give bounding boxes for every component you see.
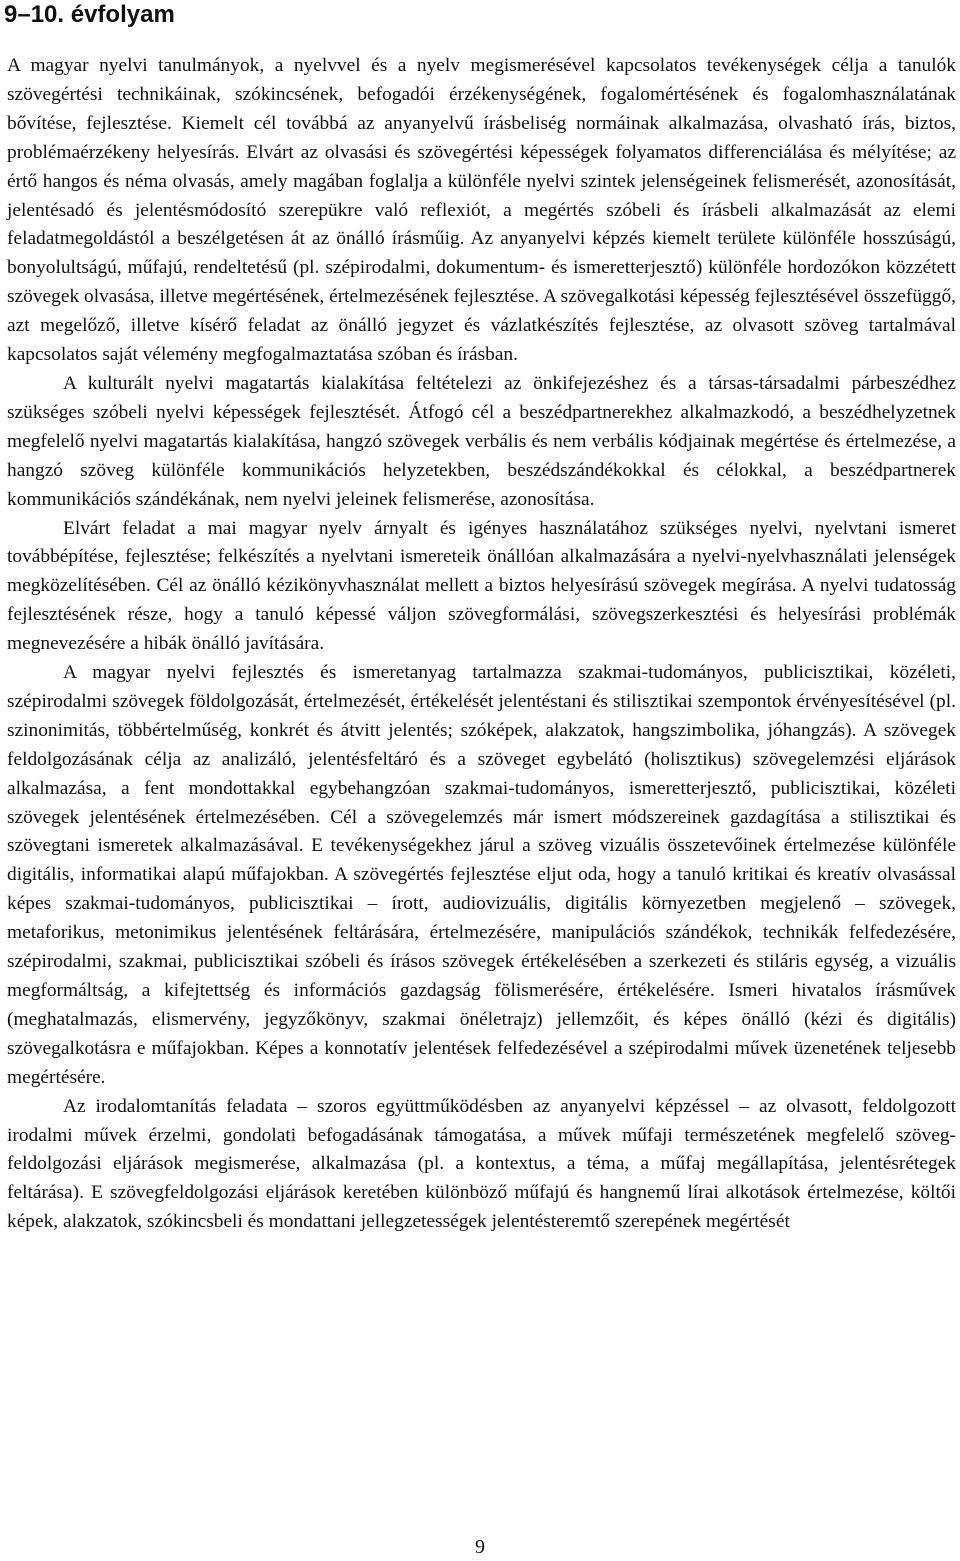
page-heading: 9–10. évfolyam (4, 1, 175, 28)
paragraph-literature-teaching: Az irodalomtanítás feladata – szoros együttműködésben az anyanyelvi képzéssel – az olvasott, feldolgozott irodalmi művek érzelmi, gondolati befogadásának támogatása, a művek műfaji természetének megfelelő szöveg-feldolgozási eljárások megismerése, alkalmazása (pl. a kontextus, a téma, a műfaj megállapítása, jelentésrétegek feltárása). E szövegfeldolgozási eljárások keretében különböző műfajú és hangnemű lírai alkotások értelmezése, költői képek, alakzatok, szókincsbeli és mondattani jellegzetességek jelentésteremtő szerepének megértését (7, 1095, 956, 1233)
page-number: 9 (475, 1536, 485, 1558)
paragraph-oral-communication: A kulturált nyelvi magatartás kialakítása feltételezi az önkifejezéshez és a társas-társadalmi párbeszédhez szükséges szóbeli nyelvi képességek fejlesztését. Átfogó cél a beszédpartnerekhez alkalmazkodó, a beszédhelyzetnek megfelelő nyelvi magatartás kialakítása, hangzó szövegek verbális és nem verbális kódjainak megértése és értelmezése, a hangzó szöveg különféle kommunikációs helyzetekben, beszédszándékokkal és célokkal, a beszédpartnerek kommunikációs szándékának, nem nyelvi jeleinek felismerése, azonosítása. (7, 372, 956, 510)
paragraph-reading-comprehension: A magyar nyelvi tanulmányok, a nyelvvel és a nyelv megismerésével kapcsolatos tevékenységek célja a tanulók szövegértési technikáinak, szókincsének, befogadói érzékenységének, fogalomértésének és fogalomhasználatának bővítése, fejlesztése. Kiemelt cél továbbá az anyanyelvű írásbeliség normáinak alkalmazása, olvasható írás, biztos, problémaérzékeny helyesírás. Elvárt az olvasási és szövegértési képességek folyamatos differenciálása és mélyítése; az értő hangos és néma olvasás, amely magában foglalja a különféle nyelvi szintek jelenségeinek felismerését, azonosítását, jelentésadó és jelentésmódosító szerepükre való reflexiót, a megértés szóbeli és írásbeli alkalmazását az elemi feladatmegoldástól a beszélgetésen át az önálló írásműig. Az anyanyelvi képzés kiemelt területe különféle hosszúságú, bonyolultságú, műfajú, rendeltetésű (pl. szépirodalmi, dokumentum- és ismeretterjesztő) különféle hordozókon közzétett szövegek olvasása, illetve megértésének, értelmezésének fejlesztése. A szövegalkotási képesség fejlesztésével összefüggő, azt megelőző, illetve kísérő feladat az önálló jegyzet és vázlatkészítés fejlesztése, az olvasott szöveg tartalmával kapcsolatos saját vélemény megfogalmaztatása szóban és írásban. (7, 55, 956, 366)
paragraph-text-analysis: A magyar nyelvi fejlesztés és ismeretanyag tartalmazza szakmai-tudományos, publicisztikai, közéleti, szépirodalmi szövegek földolgozását, értelmezését, értékelését jelentéstani és stilisztikai szempontok érvényesítésével (pl. szinonimitás, többértelműség, konkrét és átvitt jelentés; szóképek, alakzatok, hangszimbolika, jóhangzás). A szövegek feldolgozásának célja az analizáló, jelentésfeltáró és a szöveget egybelátó (holisztikus) szövegelemzési eljárások alkalmazása, a fent mondottakkal egybehangzóan szakmai-tudományos, ismeretterjesztő, publicisztikai, közéleti szövegek jelentésének értelmezésében. Cél a szövegelemzés már ismert módszereinek gazdagítása a stilisztikai és szövegtani ismeretek alkalmazásával. E tevékenységekhez járul a szöveg vizuális összetevőinek értelmezése különféle digitális, informatikai alapú műfajokban. A szövegértés fejlesztése eljut oda, hogy a tanuló kritikai és kreatív olvasással képes szakmai-tudományos, publicisztikai – írott, audiovizuális, digitális környezetben megjelenő – szövegek, metaforikus, metonimikus jelentésének feltárására, értelmezésére, manipulációs szándékok, technikák felfedezésére, szépirodalmi, szakmai, publicisztikai szóbeli és írásos szövegek értékelésében a szerkezeti és stiláris egység, a vizuális megformáltság, a kifejtettség és információs gazdagság fölismerésére, értékelésére. Ismeri hivatalos írásművek (meghatalmazás, elismervény, jegyzőkönyv, szakmai önéletrajz) jellemzőit, és képes önálló (kézi és digitális) szövegalkotásra e műfajokban. Képes a konnotatív jelentések felfedezésével a szépirodalmi művek üzenetének teljesebb megértésére. (7, 662, 956, 1088)
paragraph-grammar-knowledge: Elvárt feladat a mai magyar nyelv árnyalt és igényes használatához szükséges nyelvi, nyelvtani ismeret továbbépítése, fejlesztése; felkészítés a nyelvtani ismereteik önállóan alkalmazására a nyelvi-nyelvhasználati jelenségek megközelítésében. Cél az önálló kézikönyvhasználat mellett a biztos helyesírású szövegek megírása. A nyelvi tudatosság fejlesztésének része, hogy a tanuló képessé váljon szövegformálási, szövegszerkesztési és helyesírási problémák megnevezésére a hibák önálló javítására. (7, 517, 956, 655)
document-body (7, 52, 956, 1237)
